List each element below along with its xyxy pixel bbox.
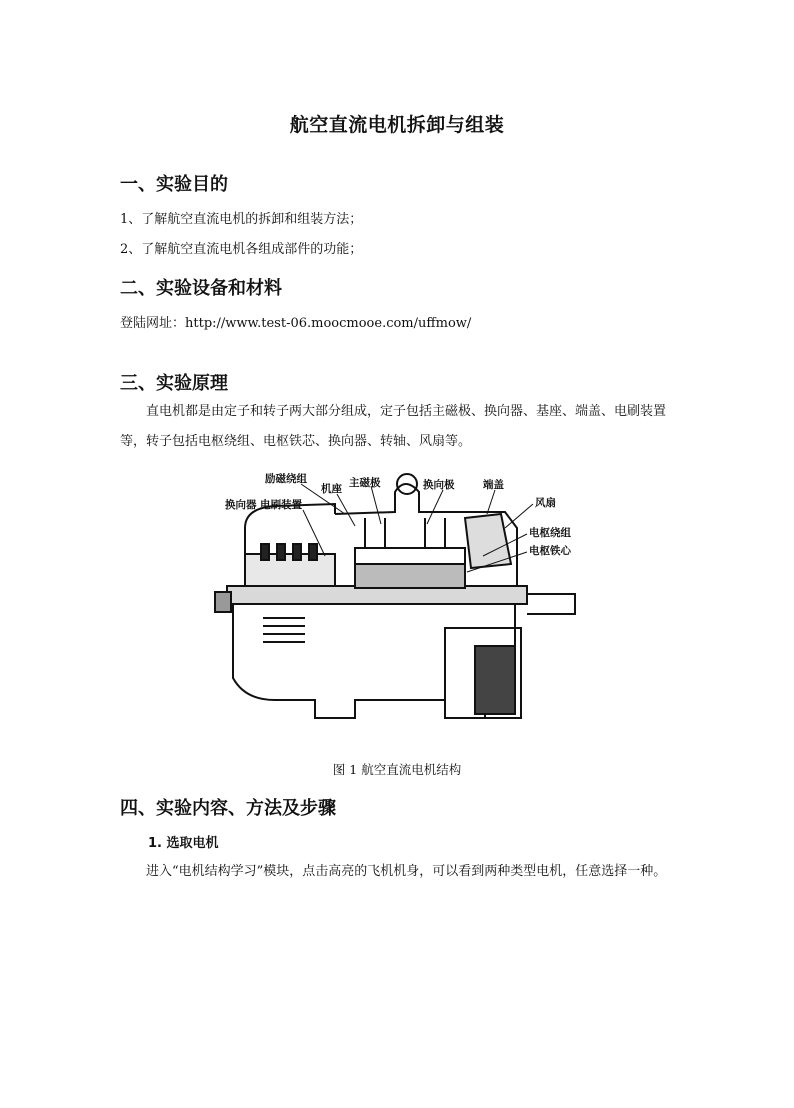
section-heading-principle: 三、实验原理 bbox=[120, 373, 228, 394]
principle-paragraph: 直电机都是由定子和转子两大部分组成，定子包括主磁极、换向器、基座、端盖、电刷装置等，转子包括电枢绕组、电枢铁芯、换向器、转轴、风扇等。 bbox=[120, 404, 667, 449]
label-armature-winding: 电枢绕组 bbox=[529, 527, 571, 539]
motor-structure-diagram bbox=[205, 468, 585, 730]
label-fan: 风扇 bbox=[535, 497, 556, 509]
list-item: 1、了解航空直流电机的拆卸和组装方法； bbox=[120, 212, 363, 227]
section-heading-purpose: 一、实验目的 bbox=[120, 174, 228, 195]
subsection-heading: 1. 选取电机 bbox=[148, 836, 219, 851]
label-brush-gear: 换向器 电刷装置 bbox=[225, 499, 303, 511]
figure-caption: 图 1 航空直流电机结构 bbox=[332, 762, 462, 777]
subsection-paragraph: 进入“电机结构学习”模块，点击高亮的飞机机身，可以看到两种类型电机，任意选择一种。 bbox=[146, 864, 667, 879]
label-commutating-pole: 换向极 bbox=[423, 479, 455, 491]
section-heading-equipment: 二、实验设备和材料 bbox=[120, 278, 282, 299]
label-excitation-winding: 励磁绕组 bbox=[265, 473, 307, 485]
label-end-cover: 端盖 bbox=[483, 479, 504, 491]
section-heading-content: 四、实验内容、方法及步骤 bbox=[120, 798, 336, 819]
label-main-pole: 主磁极 bbox=[349, 477, 381, 489]
label-frame: 机座 bbox=[321, 483, 342, 495]
label-armature-core: 电枢铁心 bbox=[529, 545, 571, 557]
list-item: 2、了解航空直流电机各组成部件的功能； bbox=[120, 242, 363, 257]
page-title: 航空直流电机拆卸与组装 bbox=[289, 114, 505, 136]
url-text: 登陆网址：http://www.test-06.moocmooe.com/uffmow/ bbox=[120, 316, 472, 331]
